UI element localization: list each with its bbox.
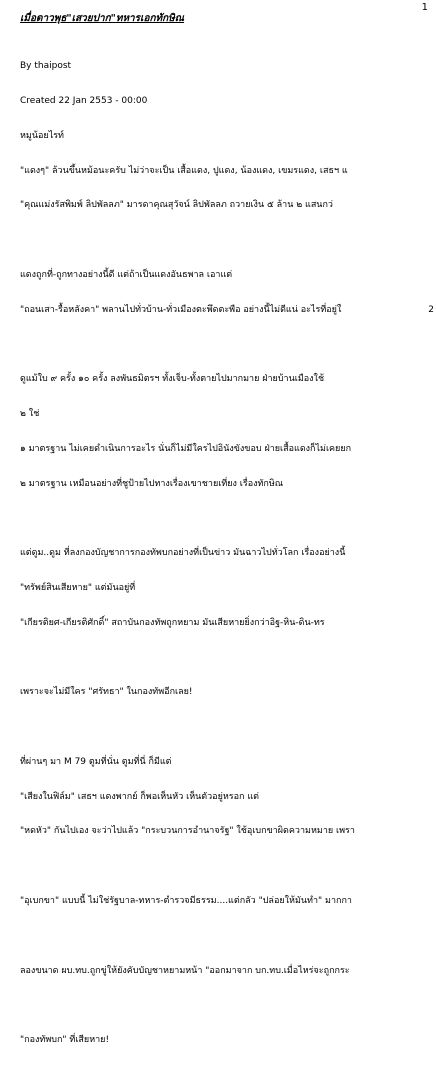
page-overlay-number: 2 xyxy=(428,305,434,315)
paragraph-gap xyxy=(20,652,428,664)
body-line: "เสียงในฟิล์ม" เสธฯ แดงพากย์ ก็พอเห็นหัว เห็นตัวอยู่หรอก แต่ xyxy=(20,791,259,802)
body-line: ดูแม้ใบ ๙ ครั้ง ๑๐ ครั้ง ลงพันธมิตรฯ ทั้งเจ็บ-ทั้งตายไปมากมาย ฝ่ายบ้านเมืองใช้ xyxy=(20,374,325,385)
paragraph-gap xyxy=(20,235,428,247)
paragraph-gap xyxy=(20,931,428,943)
body-line: "อุเบกขา" แบบนี้ ไม่ใช่รัฐบาล-ทหาร-ตำรวจมีธรรม....แต่กลัว "ปล่อยให้มันทำ" มากกา xyxy=(20,895,352,906)
body-line: ๑ มาตรฐาน ไม่เคยดำเนินการอะไร นั่นก็ไม่มีใครไปอินังขังขอบ ฝ่ายเสื้อแดงก็ไม่เคยยก xyxy=(20,443,352,454)
body-line: "เกียรติยศ-เกียรติศักดิ์" สถาบันกองทัพถูกหยาม มันเสียหายยิ่งกว่าอิฐ-หิน-ดิน-ทร xyxy=(20,617,325,628)
body-line: ๒ ใช่ xyxy=(20,409,40,419)
body-line: "แดงๆ" ล้วนขึ้นหม้อนะครับ ไม่ว่าจะเป็น เสื้อแดง, ปูแดง, น้องแดง, เขมรแดง, เสธฯ แ xyxy=(20,165,348,176)
body-line: "คุณแม่งรัสพิมพ์ ลิปพัลลภ" มารดาคุณสุวัจน์ ลิปพัลลภ ถวายเงิน ๕ ล้าน ๒ แสนกว่ xyxy=(20,200,333,211)
body-line: ๒ มาตรฐาน เหมือนอย่างที่ชูป้ายไปทางเรื่องเขาชายเที่ยง เรื่องทักษิณ xyxy=(20,478,284,489)
body-line: หมูน้อยไรท์ xyxy=(20,130,64,141)
created-date: Created 22 Jan 2553 - 00:00 xyxy=(20,95,148,106)
paragraph-gap xyxy=(20,339,428,351)
body-line: เพราะจะไม่มีใคร "ศรัทธา" ในกองทัพอีกเลย! xyxy=(20,687,193,698)
page-number: 1 xyxy=(421,2,428,13)
body-line: "หดหัว" กันไปเอง จะว่าไปแล้ว "กระบวนการอำนาจรัฐ" ใช้อุเบกขาผิดความหมาย เพรา xyxy=(20,826,355,837)
body-line: ลองขนาด ผบ.ทบ.ถูกขู่ให้ยังคับบัญชาหยามหน้า "ออกมาจาก บก.ทบ.เมื่อไหร่จะถูกกระ xyxy=(20,965,350,976)
byline: By thaipost xyxy=(20,61,72,72)
body-line: "กองทัพบก" ที่เสียหาย! xyxy=(20,1035,110,1046)
paragraph-gap xyxy=(20,513,428,525)
body-line: แต่ดูม..ดูม ที่ลงกองบัญชาการกองทัพบกอย่างที่เป็นข่าว มันฉาวไปทั่วโลก เรื่องอย่างนี้ xyxy=(20,548,346,559)
article-title: เมื่อดาวพุธ"เสวยปาก"ทหารเอกทักษิณ xyxy=(20,13,185,24)
body-line: ที่ผ่านๆ มา M 79 ตูมที่นั่น ตูมที่นี่ ก็มีแต่ xyxy=(20,756,172,767)
paragraph-gap xyxy=(20,722,428,734)
paragraph-gap xyxy=(20,861,428,873)
body-line: แดงถูกที่-ถูกทางอย่างนี้ดี แต่ถ้าเป็นแดงอันธพาล เอาแต่ xyxy=(20,269,233,280)
body-line: "ถอนเสา-รื้อหลังคา" พลานไปทั่วบ้าน-ทั่วเมืองตะพึดตะพือ อย่างนี้ไม่ดีแน่ อะไรที่อยู่ใ xyxy=(20,304,342,315)
article-body xyxy=(20,38,428,1070)
body-line: "ทรัพย์สินเสียหาย" แต่มันอยู่ที่ xyxy=(20,582,136,593)
paragraph-gap xyxy=(20,1000,428,1012)
